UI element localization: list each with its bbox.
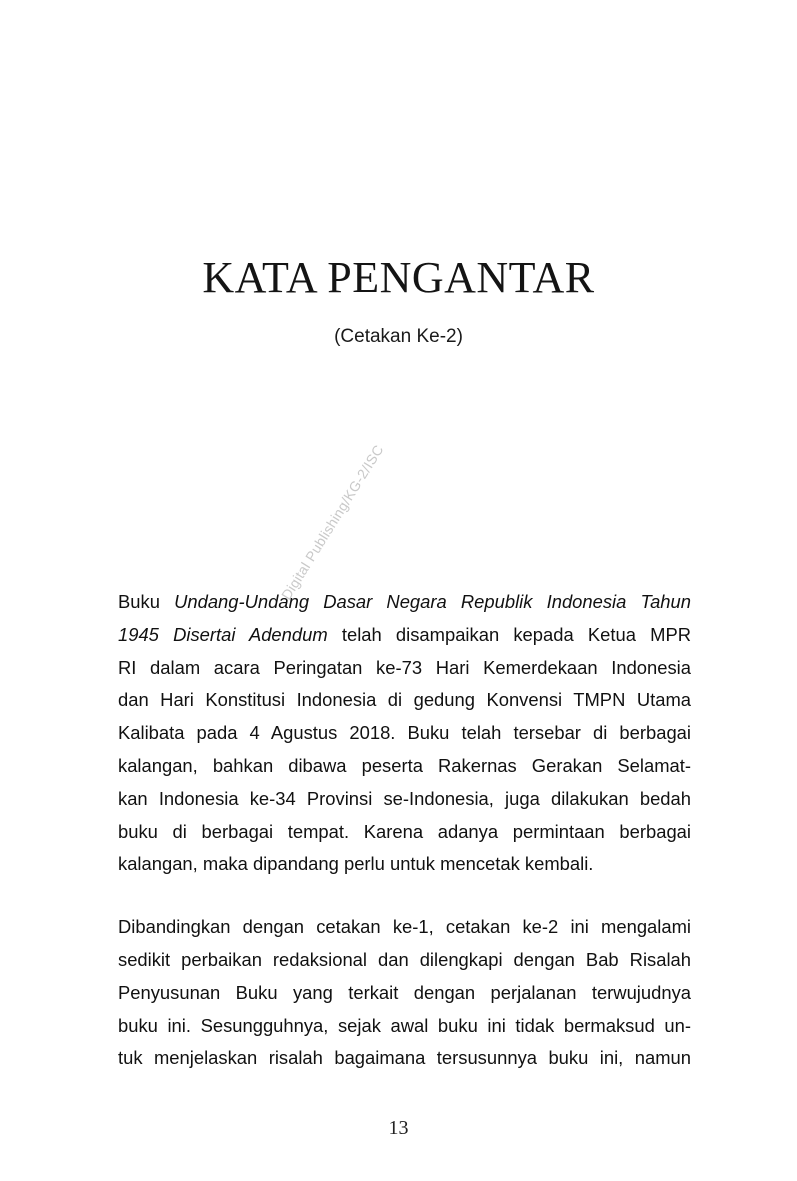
text-line xyxy=(118,783,691,816)
text-line xyxy=(118,619,691,652)
text-line xyxy=(118,586,691,619)
paragraph xyxy=(118,911,691,1075)
text-segment: tuk menjelaskan risalah bagaimana tersusunnya buku ini, namun xyxy=(118,1047,691,1069)
page-title: KATA PENGANTAR xyxy=(202,253,595,302)
page-subtitle: (Cetakan Ke-2) xyxy=(334,326,463,347)
text-segment: Buku xyxy=(118,591,175,612)
text-segment: dan Hari Konstitusi Indonesia di gedung Konvensi TMPN Utama xyxy=(118,689,691,711)
text-line xyxy=(118,816,691,849)
text-line xyxy=(118,1042,691,1075)
text-line xyxy=(118,848,691,881)
text-line xyxy=(118,944,691,977)
text-segment: buku di berbagai tempat. Karena adanya permintaan berbagai xyxy=(118,820,691,842)
text-line xyxy=(118,750,691,783)
page-number: 13 xyxy=(388,1117,409,1139)
paragraph xyxy=(118,586,691,881)
text-segment: telah disampaikan kepada Ketua MPR xyxy=(327,623,691,645)
italic-text: Undang-Undang Dasar Negara Republik Indonesia Tahun xyxy=(174,591,691,612)
italic-text: 1945 Disertai Adendum xyxy=(118,623,328,645)
text-line xyxy=(118,977,691,1010)
text-segment: kan Indonesia ke-34 Provinsi se-Indonesia, juga dilakukan bedah xyxy=(118,787,691,809)
text-segment: buku ini. Sesungguhnya, sejak awal buku ini tidak bermaksud un- xyxy=(118,1014,691,1036)
text-line xyxy=(118,652,691,685)
text-segment: RI dalam acara Peringatan ke-73 Hari Kemerdekaan Indonesia xyxy=(118,656,691,678)
text-line xyxy=(118,911,691,944)
text-segment: kalangan, bahkan dibawa peserta Rakernas Gerakan Selamat- xyxy=(118,754,691,776)
watermark: Digital Publishing/KG-2/ISC xyxy=(278,441,387,603)
text-segment: Dibandingkan dengan cetakan ke-1, cetakan ke-2 ini mengalami xyxy=(118,916,691,938)
text-line xyxy=(118,717,691,750)
text-line xyxy=(118,684,691,717)
text-segment: sedikit perbaikan redaksional dan dilengkapi dengan Bab Risalah xyxy=(118,948,691,970)
text-line xyxy=(118,1010,691,1043)
text-segment: kalangan, maka dipandang perlu untuk mencetak kembali. xyxy=(118,853,594,875)
text-segment: Kalibata pada 4 Agustus 2018. Buku telah tersebar di berbagai xyxy=(118,722,691,744)
body-text xyxy=(118,586,691,1075)
text-segment: Penyusunan Buku yang terkait dengan perjalanan terwujudnya xyxy=(118,981,691,1003)
